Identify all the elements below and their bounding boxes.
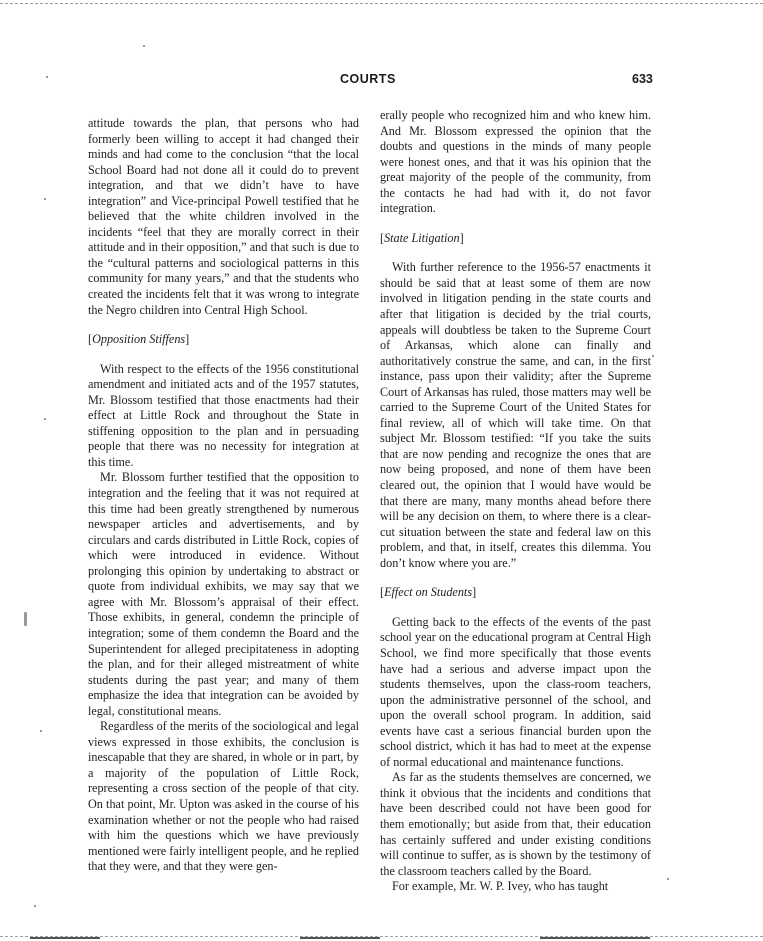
paragraph: Regardless of the merits of the sociological and legal views expressed in those exhibits, the conclusion is inescapable that they are shared, in whole or in part, by a majority of the population of Little Rock, representing a cross section of the people of that city. On that point, Mr. Upton was asked in the course of his examination whether or not the people who had raised with him the questions which we have previously mentioned were fairly intelligent people, and he replied that they were, and that they were gen- bbox=[88, 719, 359, 874]
paragraph: attitude towards the plan, that persons who had formerly been willing to accept it had changed their minds and had come to the conclusion “that the local School Board had not done all it could do to prevent integration, and that we didn’t have to have integration” and Vice-principal Powell testified that he believed that the white children involved in the incidents “feel that they are morally correct in their attitude and in their opposition,” and that such is due to the “cultural patterns and sociological patterns in this community for many years,” and that the students who created the incidents felt that it was wrong to integrate the Negro children into Central High School. bbox=[88, 116, 359, 317]
scan-speck bbox=[40, 730, 42, 732]
running-title: COURTS bbox=[340, 72, 396, 86]
scan-speck bbox=[44, 418, 46, 420]
running-header bbox=[0, 72, 763, 88]
scan-speck bbox=[24, 612, 27, 626]
section-heading: [Opposition Stiffens] bbox=[88, 332, 190, 347]
paragraph: With respect to the effects of the 1956 constitutional amendment and initiated acts and of the 1957 statutes, Mr. Blossom testified that those enactments had their effect at Little Rock and throughout the State in stiffening opposition to the plan and in persuading people that there was no necessity for integration at this time. bbox=[88, 361, 359, 469]
paragraph: As far as the students themselves are concerned, we think it obvious that the incidents and conditions that have been described could not have been good for them emotionally; but aside from that, their education has certainly suffered and under existing conditions will continue to suffer, as is shown by the testimony of the classroom teachers called by the Board. bbox=[380, 770, 651, 878]
scan-edge-bottom-mark bbox=[540, 937, 650, 939]
scan-speck bbox=[44, 198, 46, 200]
section-heading: [Effect on Students] bbox=[380, 585, 477, 600]
section-heading: [State Litigation] bbox=[380, 230, 464, 245]
paragraph: With further reference to the 1956-57 enactments it should be said that at least some of them are now involved in litigation pending in the state courts and after that litigation is decided by the trial courts, appeals will doubtless be taken to the Supreme Court of Arkansas, which alone can finally and authoritatively construe the same, and can, in the first instance, pass upon their validity; after the Supreme Court of Arkansas has ruled, those matters may well be carried to the Supreme Court of the United States for final review, all of which will take time. On that subject Mr. Blossom testified: “If you take the suits that are now pending and recognize the ones that are now being proposed, and none of them have been cleared out, the opinion that I would have would be that there are many, many months ahead before there will be any decision on them, to where there is a clear-cut situation between the state and federal law on this problem, and that, in itself, creates this dilemma. You don’t know where you are.” bbox=[380, 260, 651, 570]
scan-edge-bottom-mark bbox=[300, 937, 380, 939]
paragraph: For example, Mr. W. P. Ivey, who has taught bbox=[392, 879, 609, 894]
scan-speck bbox=[652, 355, 654, 357]
page-number: 633 bbox=[632, 72, 653, 86]
left-text-column bbox=[88, 116, 359, 875]
paragraph: Getting back to the effects of the events of the past school year on the educational program at Central High School, we find more specifically that those events have had a serious and adverse impact upon the students themselves, upon the class-room teachers, upon the administrative personnel of the school, and upon the overall school program. In addition, said events have cast a serious financial burden upon the school district, which it has had to meet at the expense of normal educational and maintenance functions. bbox=[380, 614, 651, 769]
right-text-column bbox=[380, 108, 651, 895]
scan-edge-top bbox=[0, 3, 763, 4]
paragraph: Mr. Blossom further testified that the opposition to integration and the feeling that it was not required at this time had been greatly strengthened by numerous newspaper articles and advertisements, and by circulars and cards distributed in Little Rock, copies of which were introduced in evidence. Without prolonging this opinion by undertaking to abstract or quote from individual exhibits, we may say that we agree with Mr. Blossom’s appraisal of their effect. Those exhibits, in general, condemn the principle of integration; some of them condemn the Board and the Superintendent for alleged precipitateness in adopting the plan, and for their alleged mistreatment of white students during the past year; and many of them emphasize the idea that integration can be avoided by legal, constitutional means. bbox=[88, 470, 359, 718]
scan-speck bbox=[143, 45, 145, 47]
scan-speck bbox=[34, 905, 36, 907]
paragraph: erally people who recognized him and who knew him. And Mr. Blossom expressed the opinion that the doubts and questions in the minds of many people were honest ones, and that it was his opinion that the great majority of the people of the community, from the contacts he had had with it, do not favor integration. bbox=[380, 108, 651, 216]
scan-speck bbox=[667, 878, 669, 880]
scan-edge-bottom-mark bbox=[30, 937, 100, 939]
